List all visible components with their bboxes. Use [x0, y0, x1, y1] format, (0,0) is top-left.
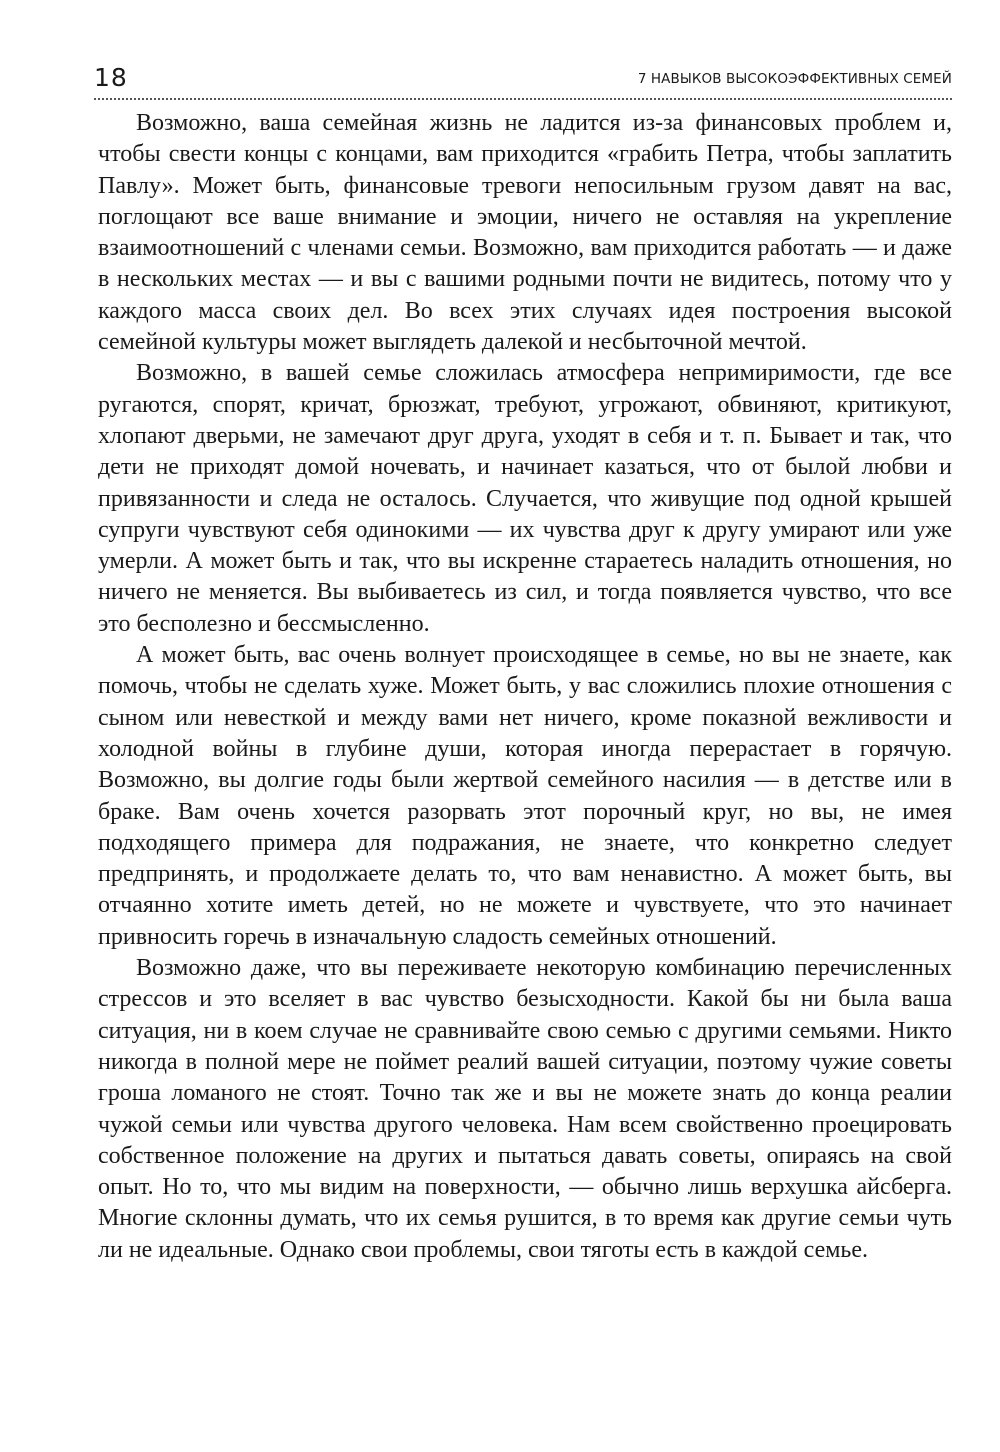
running-header: [94, 62, 952, 98]
text-body: [98, 108, 952, 1266]
paragraph-4: Возможно даже, что вы переживаете некоторую комбинацию перечисленных стрессов и это вселяет в вас чувство безысходности. Какой бы ни была ваша ситуация, ни в коем случае не сравнивайте свою семью с другими семьями. Никто никогда в полной мере не поймет реалий вашей ситуации, поэтому чужие советы гроша ломаного не стоят. Точно так же и вы не можете знать до конца реалии чужой семьи или чувства другого человека. Нам всем свойственно проецировать собственное положение на других и пытаться давать советы, опираясь на свой опыт. Но то, что мы видим на поверхности, — обычно лишь верхушка айсберга. Многие склонны думать, что их семья рушится, в то время как другие семьи чуть ли не идеальные. Однако свои проблемы, свои тяготы есть в каждой семье.: [98, 955, 952, 1263]
page-number: 18: [94, 63, 128, 92]
book-title: 7 НАВЫКОВ ВЫСОКОЭФФЕКТИВНЫХ СЕМЕЙ: [637, 71, 952, 87]
header-divider: [94, 98, 952, 100]
paragraph-2: Возможно, в вашей семье сложилась атмосфера непримиримости, где все ругаются, спорят, кричат, брюзжат, требуют, угрожают, обвиняют, критикуют, хлопают дверьми, не замечают друг друга, уходят в себя и т. п. Бывает и так, что дети не приходят домой ночевать, и начинает казаться, что от былой любви и привязанности и следа не осталось. Случается, что живущие под одной крышей супруги чувствуют себя одинокими — их чувства друг к другу умирают или уже умерли. А может быть и так, что вы искренне стараетесь наладить отношения, но ничего не меняется. Вы выбиваетесь из сил, и тогда появляется чувство, что все это бесполезно и бессмысленно.: [98, 360, 952, 637]
paragraph-1: Возможно, ваша семейная жизнь не ладится из-за финансовых проблем и, чтобы свести концы с концами, вам приходится «грабить Петра, чтобы заплатить Павлу». Может быть, финансовые тревоги непосильным грузом давят на вас, поглощают все ваше внимание и эмоции, ничего не оставляя на укрепление взаимоотношений с членами семьи. Возможно, вам приходится работать — и даже в нескольких местах — и вы с вашими родными почти не видитесь, потому что у каждого масса своих дел. Во всех этих случаях идея построения высокой семейной культуры может выглядеть далекой и несбыточной мечтой.: [98, 110, 952, 356]
paragraph-3: А может быть, вас очень волнует происходящее в семье, но вы не знаете, как помочь, чтобы не сделать хуже. Может быть, у вас сложились плохие отношения с сыном или невесткой и между вами нет ничего, кроме показной вежливости и холодной войны в глубине души, которая иногда перерастает в горячую. Возможно, вы долгие годы были жертвой семейного насилия — в детстве или в браке. Вам очень хочется разорвать этот порочный круг, но вы, не имея подходящего примера для подражания, не знаете, что конкретно следует предпринять, и продолжаете делать то, что вам ненавистно. А может быть, вы отчаянно хотите иметь детей, но не можете и чувствуете, что это начинает привносить горечь в изначальную сладость семейных отношений.: [98, 642, 952, 950]
